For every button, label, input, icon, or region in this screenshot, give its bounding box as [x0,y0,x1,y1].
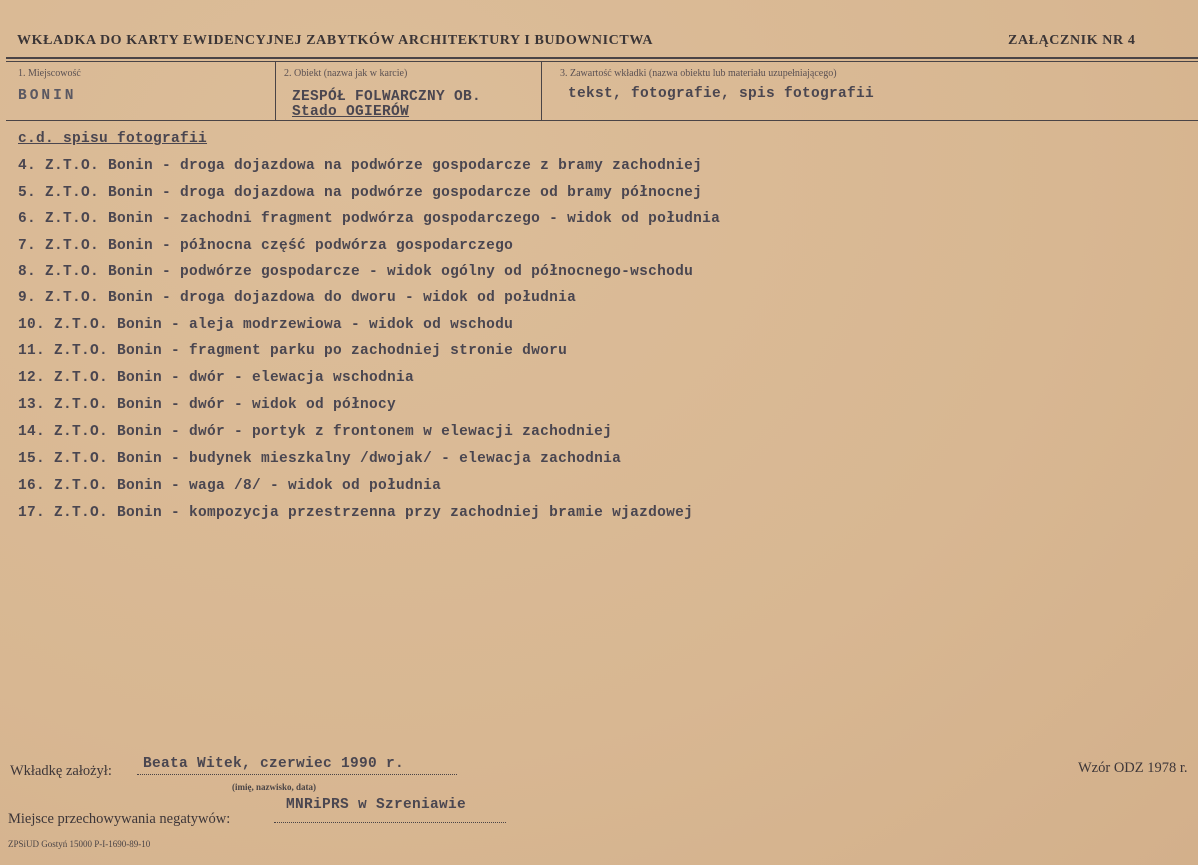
list-item: 11. Z.T.O. Bonin - fragment parku po zachodniej stronie dworu [18,343,568,359]
content-value: tekst, fotografie, spis fotografii [568,86,875,102]
header-rule-thin [6,61,1198,62]
list-item: 9. Z.T.O. Bonin - droga dojazdowa do dworu - widok od południa [18,290,577,306]
content-label: 3. Zawartość wkładki (nazwa obiektu lub materiału uzupełniającego) [560,68,837,79]
place-value: BONIN [18,88,77,104]
form-model: Wzór ODZ 1978 r. [1078,760,1188,776]
list-item: 17. Z.T.O. Bonin - kompozycja przestrzenna przy zachodniej bramie wjazdowej [18,505,694,521]
card-title: WKŁADKA DO KARTY EWIDENCYJNEJ ZABYTKÓW ARCHITEKTURY I BUDOWNICTWA [17,33,654,48]
storage-value: MNRiPRS w Szreniawie [286,797,467,813]
header-rule [6,57,1198,59]
field-divider [541,62,542,120]
list-item: 12. Z.T.O. Bonin - dwór - elewacja wschodnia [18,370,415,386]
list-item: 10. Z.T.O. Bonin - aleja modrzewiowa - widok od wschodu [18,317,514,333]
created-by-label: Wkładkę założył: [10,763,112,779]
list-item: 16. Z.T.O. Bonin - waga /8/ - widok od południa [18,478,442,494]
object-label: 2. Obiekt (nazwa jak w karcie) [284,68,408,79]
list-item: 14. Z.T.O. Bonin - dwór - portyk z frontonem w elewacji zachodniej [18,424,613,440]
fields-rule [6,120,1198,121]
annex-number: ZAŁĄCZNIK NR 4 [1008,33,1136,48]
object-value-line1: ZESPÓŁ FOLWARCZNY OB. [292,89,482,105]
object-value-line2: Stado OGIERÓW [292,104,410,120]
list-item: 15. Z.T.O. Bonin - budynek mieszkalny /dwojak/ - elewacja zachodnia [18,451,622,467]
photo-list-heading: c.d. spisu fotografii [18,131,208,147]
list-item: 7. Z.T.O. Bonin - północna część podwórza gospodarczego [18,238,514,254]
storage-label: Miejsce przechowywania negatywów: [8,811,231,827]
list-item: 8. Z.T.O. Bonin - podwórze gospodarcze - widok ogólny od północnego-wschodu [18,264,694,280]
field-divider [275,62,276,120]
list-item: 13. Z.T.O. Bonin - dwór - widok od północy [18,397,397,413]
list-item: 5. Z.T.O. Bonin - droga dojazdowa na podwórze gospodarcze od bramy północnej [18,185,703,201]
created-by-value: Beata Witek, czerwiec 1990 r. [143,756,405,772]
place-label: 1. Miejscowość [18,68,81,79]
list-item: 6. Z.T.O. Bonin - zachodni fragment podwórza gospodarczego - widok od południa [18,211,721,227]
printer-imprint: ZPSiUD Gostyń 15000 P-I-1690-89-10 [8,839,151,849]
list-item: 4. Z.T.O. Bonin - droga dojazdowa na podwórze gospodarcze z bramy zachodniej [18,158,703,174]
created-by-line [137,774,457,775]
created-by-hint: (imię, nazwisko, data) [232,782,316,792]
storage-line [274,822,506,823]
